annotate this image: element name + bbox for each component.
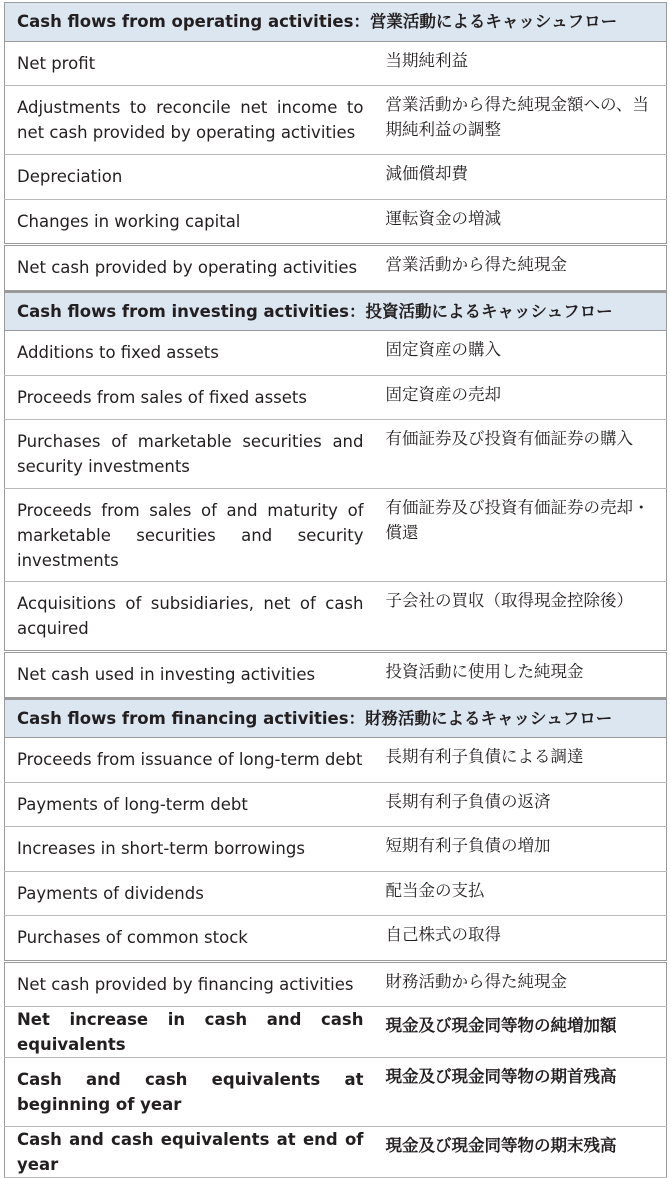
table-row xyxy=(5,871,667,916)
japanese-term: 営業活動から得た純現金額への、当期純利益の調整 xyxy=(374,86,667,155)
english-term: Net cash used in investing activities xyxy=(5,652,374,699)
english-term: Changes in working capital xyxy=(5,199,374,245)
table-row xyxy=(5,199,667,245)
section-heading: Cash flows from investing activities：投資活動によるキャッシュフロー xyxy=(5,291,667,331)
japanese-term: 運転資金の増減 xyxy=(374,199,667,245)
section-heading: Cash flows from operating activities：営業活動によるキャッシュフロー xyxy=(5,3,667,42)
subtotal-row xyxy=(5,245,667,292)
subtotal-row xyxy=(5,961,667,1007)
english-term: Proceeds from issuance of long-term debt xyxy=(5,738,374,783)
english-term: Depreciation xyxy=(5,155,374,200)
japanese-term: 減価償却費 xyxy=(374,155,667,200)
cash-flow-glossary-table xyxy=(4,2,667,1178)
table-row xyxy=(5,155,667,200)
japanese-term: 現金及び現金同等物の純増加額 xyxy=(374,1007,667,1058)
total-row xyxy=(5,1127,667,1178)
japanese-term: 財務活動から得た純現金 xyxy=(374,961,667,1007)
english-term: Acquisitions of subsidiaries, net of cash acquired xyxy=(5,582,374,652)
japanese-term: 有価証券及び投資有価証券の購入 xyxy=(374,420,667,489)
english-term: Proceeds from sales of and maturity of marketable securities and security investments xyxy=(5,489,374,582)
section-header-operating xyxy=(5,3,667,42)
japanese-term: 配当金の支払 xyxy=(374,871,667,916)
table-row xyxy=(5,375,667,420)
table-row xyxy=(5,582,667,652)
japanese-term: 自己株式の取得 xyxy=(374,916,667,962)
japanese-term: 子会社の買収（取得現金控除後） xyxy=(374,582,667,652)
english-term: Proceeds from sales of fixed assets xyxy=(5,375,374,420)
japanese-term: 投資活動に使用した純現金 xyxy=(374,652,667,699)
japanese-term: 現金及び現金同等物の期首残高 xyxy=(374,1058,667,1127)
japanese-term: 固定資産の購入 xyxy=(374,331,667,376)
japanese-term: 長期有利子負債の返済 xyxy=(374,782,667,827)
table-row xyxy=(5,86,667,155)
english-term: Payments of dividends xyxy=(5,871,374,916)
total-row xyxy=(5,1007,667,1058)
english-term: Net cash provided by operating activities xyxy=(5,245,374,292)
table-row xyxy=(5,489,667,582)
japanese-term: 固定資産の売却 xyxy=(374,375,667,420)
table-row xyxy=(5,782,667,827)
table-row xyxy=(5,916,667,962)
english-term: Net profit xyxy=(5,41,374,86)
japanese-term: 長期有利子負債による調達 xyxy=(374,738,667,783)
japanese-term: 営業活動から得た純現金 xyxy=(374,245,667,292)
table-row xyxy=(5,420,667,489)
english-term: Increases in short-term borrowings xyxy=(5,827,374,872)
english-term: Additions to fixed assets xyxy=(5,331,374,376)
table-row xyxy=(5,331,667,376)
japanese-term: 短期有利子負債の増加 xyxy=(374,827,667,872)
subtotal-row xyxy=(5,652,667,699)
japanese-term: 現金及び現金同等物の期末残高 xyxy=(374,1127,667,1178)
english-term: Net cash provided by financing activities xyxy=(5,961,374,1007)
table-row xyxy=(5,738,667,783)
section-header-financing xyxy=(5,698,667,738)
japanese-term: 有価証券及び投資有価証券の売却・償還 xyxy=(374,489,667,582)
english-term: Purchases of marketable securities and security investments xyxy=(5,420,374,489)
table-row xyxy=(5,827,667,872)
section-heading: Cash flows from financing activities：財務活動によるキャッシュフロー xyxy=(5,698,667,738)
english-term: Adjustments to reconcile net income to net cash provided by operating activities xyxy=(5,86,374,155)
table-row xyxy=(5,41,667,86)
english-term: Purchases of common stock xyxy=(5,916,374,962)
english-term: Net increase in cash and cash equivalents xyxy=(5,1007,374,1058)
japanese-term: 当期純利益 xyxy=(374,41,667,86)
total-row xyxy=(5,1058,667,1127)
section-header-investing xyxy=(5,291,667,331)
english-term: Payments of long-term debt xyxy=(5,782,374,827)
english-term: Cash and cash equivalents at end of year xyxy=(5,1127,374,1178)
english-term: Cash and cash equivalents at beginning of year xyxy=(5,1058,374,1127)
